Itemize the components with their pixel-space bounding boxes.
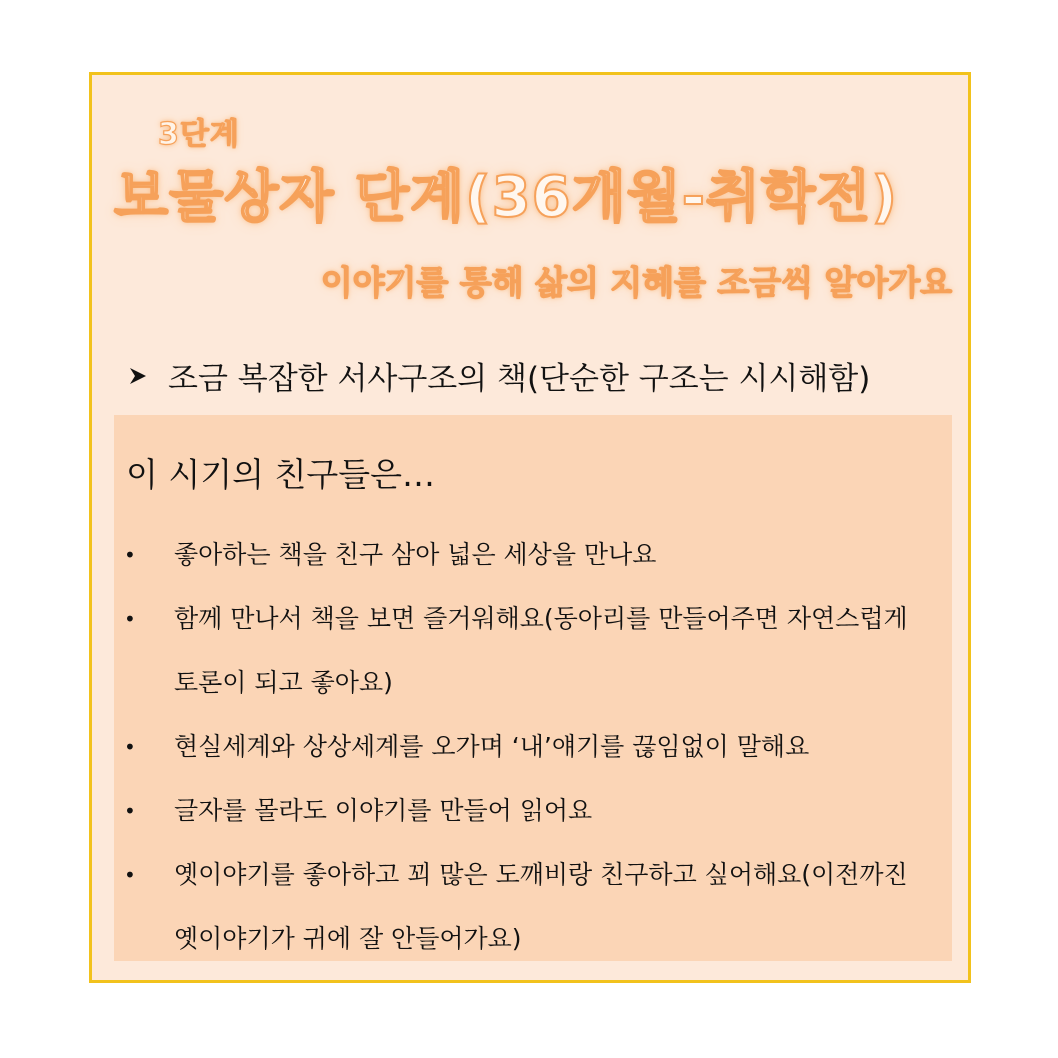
traits-list <box>114 523 952 971</box>
list-item-text: 옛이야기를 좋아하고 꾀 많은 도깨비랑 친구하고 싶어해요(이전까진 <box>174 860 908 889</box>
list-item-text: 함께 만나서 책을 보면 즐거워해요(동아리를 만들어주면 자연스럽게 <box>174 604 908 633</box>
page-subtitle: 이야기를 통해 삶의 지혜를 조금씩 알아가요 <box>320 263 952 302</box>
key-point-text: 조금 복잡한 서사구조의 책(단순한 구조는 시시해함) <box>168 361 871 397</box>
list-item <box>114 715 934 779</box>
list-item <box>114 779 934 843</box>
bullet-icon: • <box>124 863 136 887</box>
list-item-text-continued: 옛이야기가 귀에 잘 안들어가요) <box>174 924 522 953</box>
list-item <box>114 843 934 971</box>
panel-title: 이 시기의 친구들은… <box>126 455 436 494</box>
info-card <box>89 72 971 983</box>
traits-panel <box>114 415 952 961</box>
list-item <box>114 587 934 715</box>
list-item-text: 좋아하는 책을 친구 삼아 넓은 세상을 만나요 <box>174 540 657 569</box>
stage-label: 3단계 <box>158 117 240 152</box>
bullet-icon: • <box>124 735 136 759</box>
bullet-icon: • <box>124 607 136 631</box>
bullet-icon: • <box>124 543 136 567</box>
list-item <box>114 523 934 587</box>
list-item-text: 글자를 몰라도 이야기를 만들어 읽어요 <box>174 796 593 825</box>
list-item-text-continued: 토론이 되고 좋아요) <box>174 668 393 697</box>
list-item-text: 현실세계와 상상세계를 오가며 ‘내’얘기를 끊임없이 말해요 <box>174 732 810 761</box>
page-title: 보물상자 단계(36개월-취학전) <box>114 165 898 230</box>
arrow-bullet-icon <box>128 366 148 386</box>
bullet-icon: • <box>124 799 136 823</box>
key-point <box>128 353 870 398</box>
